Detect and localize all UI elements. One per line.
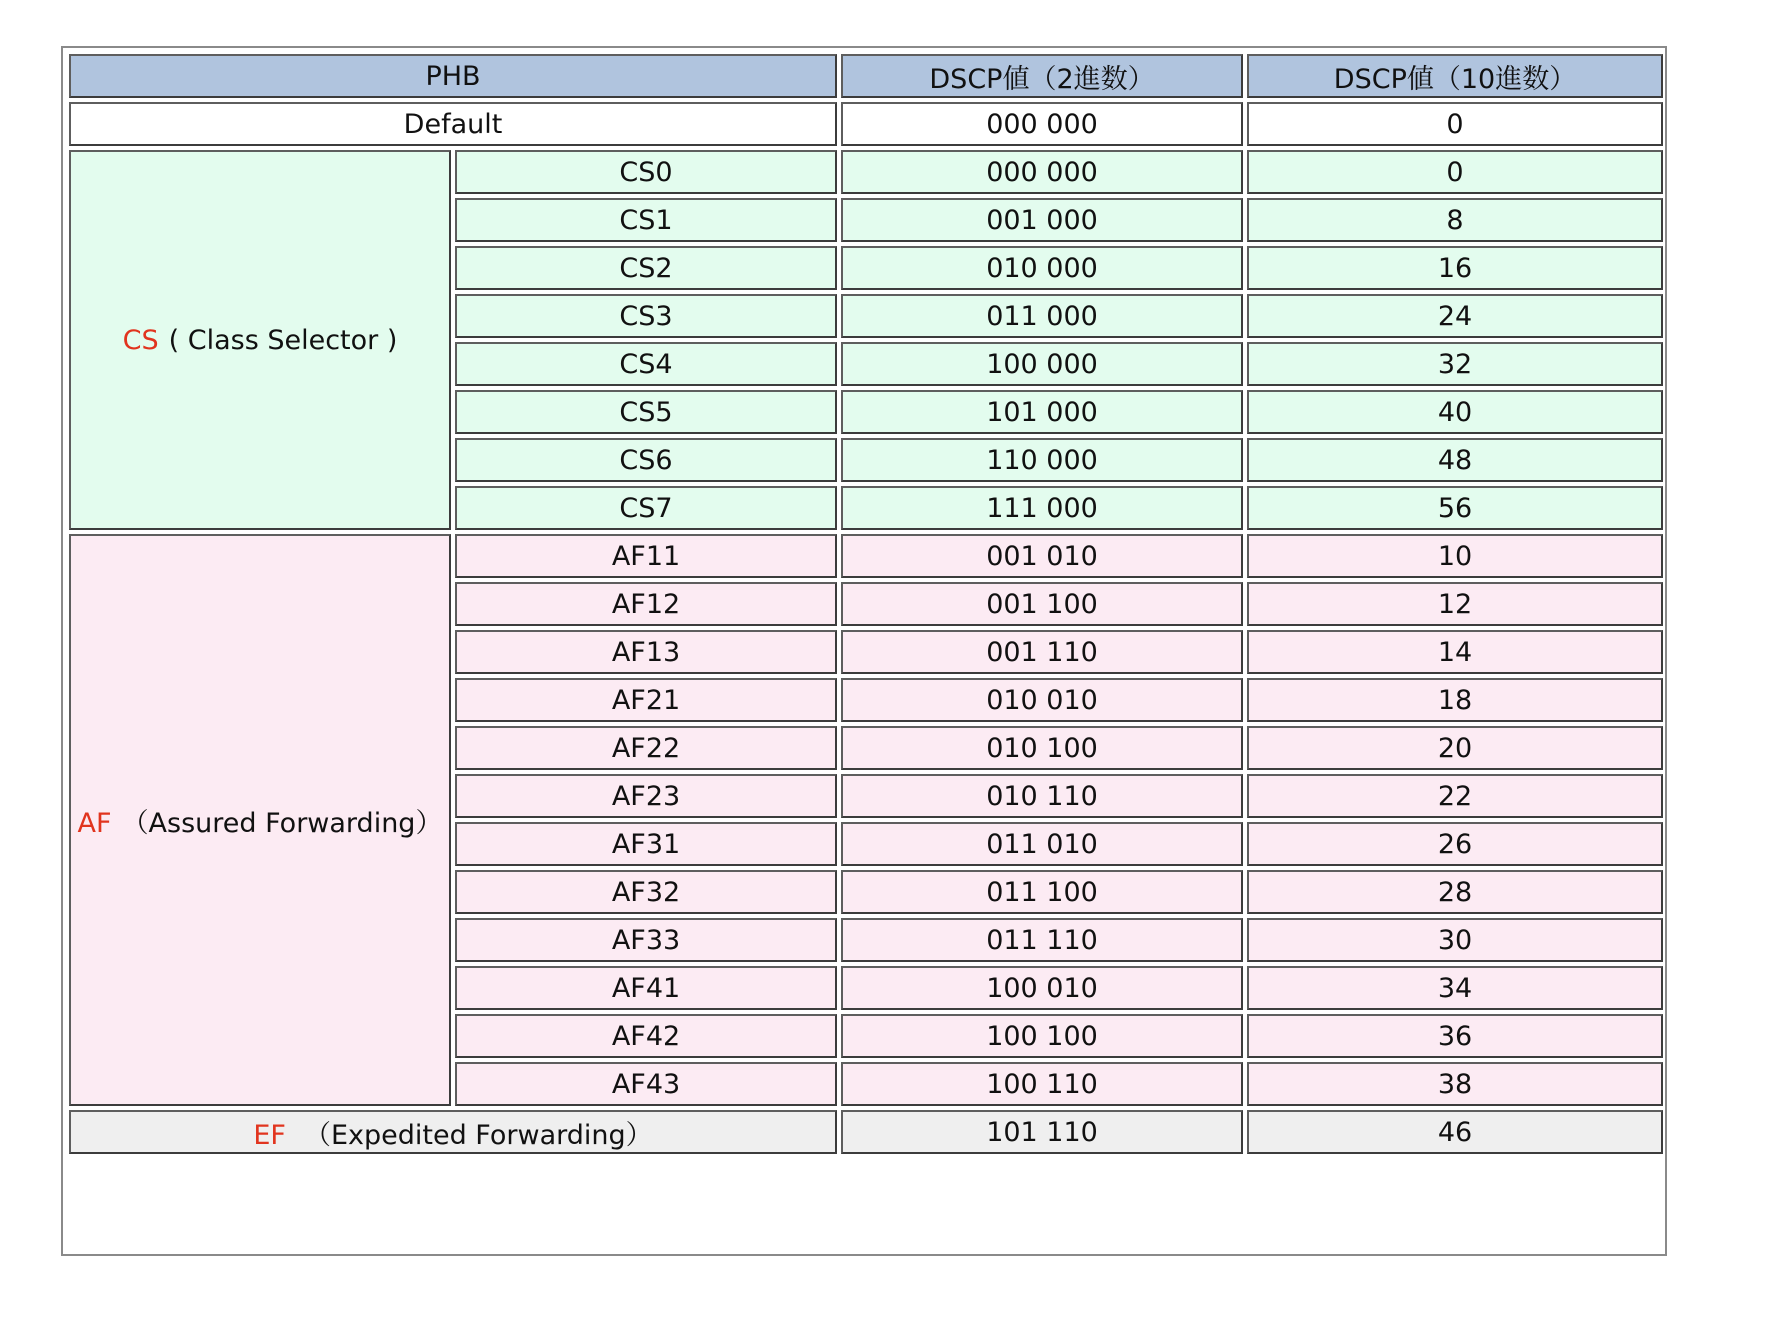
- phb-code: AF32: [455, 870, 837, 914]
- dscp-binary: 010 000: [841, 246, 1243, 290]
- dscp-decimal: 36: [1247, 1014, 1663, 1058]
- dscp-binary: 010 010: [841, 678, 1243, 722]
- dscp-decimal: 56: [1247, 486, 1663, 530]
- phb-code: CS6: [455, 438, 837, 482]
- dscp-binary: 101 110: [841, 1110, 1243, 1154]
- dscp-decimal: 12: [1247, 582, 1663, 626]
- dscp-binary: 001 100: [841, 582, 1243, 626]
- phb-code: AF12: [455, 582, 837, 626]
- dscp-decimal: 34: [1247, 966, 1663, 1010]
- table-row-ef: [69, 1110, 1663, 1154]
- phb-code: CS1: [455, 198, 837, 242]
- dscp-binary: 000 000: [841, 102, 1243, 146]
- dscp-binary: 110 000: [841, 438, 1243, 482]
- dscp-binary: 101 000: [841, 390, 1243, 434]
- dscp-decimal: 24: [1247, 294, 1663, 338]
- phb-default: Default: [69, 102, 837, 146]
- dscp-binary: 100 010: [841, 966, 1243, 1010]
- dscp-binary: 000 000: [841, 150, 1243, 194]
- dscp-decimal: 18: [1247, 678, 1663, 722]
- dscp-decimal: 10: [1247, 534, 1663, 578]
- dscp-binary: 100 110: [841, 1062, 1243, 1106]
- phb-code: AF21: [455, 678, 837, 722]
- dscp-binary: 100 000: [841, 342, 1243, 386]
- dscp-decimal: 32: [1247, 342, 1663, 386]
- dscp-decimal: 40: [1247, 390, 1663, 434]
- dscp-decimal: 0: [1247, 150, 1663, 194]
- dscp-decimal: 16: [1247, 246, 1663, 290]
- phb-code: AF33: [455, 918, 837, 962]
- dscp-binary: 100 100: [841, 1014, 1243, 1058]
- table-row-default: [69, 102, 1663, 146]
- phb-code: AF11: [455, 534, 837, 578]
- af-group-label-abbr: AF: [77, 807, 112, 839]
- phb-code: CS2: [455, 246, 837, 290]
- dscp-decimal: 28: [1247, 870, 1663, 914]
- phb-code: CS3: [455, 294, 837, 338]
- dscp-decimal: 14: [1247, 630, 1663, 674]
- dscp-decimal: 8: [1247, 198, 1663, 242]
- header-phb: PHB: [69, 54, 837, 98]
- phb-code: AF31: [455, 822, 837, 866]
- af-group-label: [69, 534, 451, 1106]
- cs-group-label-abbr: CS: [122, 324, 159, 356]
- cs-group-label-desc: ( Class Selector ): [168, 324, 398, 356]
- ef-desc: （Expedited Forwarding）: [303, 1119, 653, 1151]
- dscp-binary: 011 000: [841, 294, 1243, 338]
- dscp-decimal: 38: [1247, 1062, 1663, 1106]
- dscp-decimal: 22: [1247, 774, 1663, 818]
- dscp-binary: 011 010: [841, 822, 1243, 866]
- dscp-binary: 010 110: [841, 774, 1243, 818]
- dscp-binary: 010 100: [841, 726, 1243, 770]
- phb-code: AF43: [455, 1062, 837, 1106]
- dscp-decimal: 20: [1247, 726, 1663, 770]
- table-row: [69, 534, 1663, 578]
- phb-code: AF13: [455, 630, 837, 674]
- dscp-decimal: 0: [1247, 102, 1663, 146]
- phb-code: CS4: [455, 342, 837, 386]
- dscp-table-frame: [61, 46, 1667, 1256]
- dscp-binary: 001 110: [841, 630, 1243, 674]
- ef-label: [69, 1110, 837, 1154]
- cs-group-label: [69, 150, 451, 530]
- phb-code: AF22: [455, 726, 837, 770]
- dscp-binary: 111 000: [841, 486, 1243, 530]
- phb-code: AF23: [455, 774, 837, 818]
- dscp-binary: 011 100: [841, 870, 1243, 914]
- header-dscp-binary: DSCP値（2進数）: [841, 54, 1243, 98]
- af-group-label-desc: （Assured Forwarding）: [121, 807, 443, 839]
- dscp-decimal: 46: [1247, 1110, 1663, 1154]
- header-dscp-decimal: DSCP値（10進数）: [1247, 54, 1663, 98]
- ef-abbr: EF: [253, 1119, 286, 1151]
- dscp-binary: 011 110: [841, 918, 1243, 962]
- table-row: [69, 150, 1663, 194]
- dscp-table: [65, 50, 1667, 1158]
- phb-code: CS5: [455, 390, 837, 434]
- phb-code: AF42: [455, 1014, 837, 1058]
- dscp-decimal: 30: [1247, 918, 1663, 962]
- header-row: [69, 54, 1663, 98]
- dscp-decimal: 48: [1247, 438, 1663, 482]
- dscp-binary: 001 010: [841, 534, 1243, 578]
- dscp-binary: 001 000: [841, 198, 1243, 242]
- dscp-decimal: 26: [1247, 822, 1663, 866]
- phb-code: CS7: [455, 486, 837, 530]
- phb-code: AF41: [455, 966, 837, 1010]
- phb-code: CS0: [455, 150, 837, 194]
